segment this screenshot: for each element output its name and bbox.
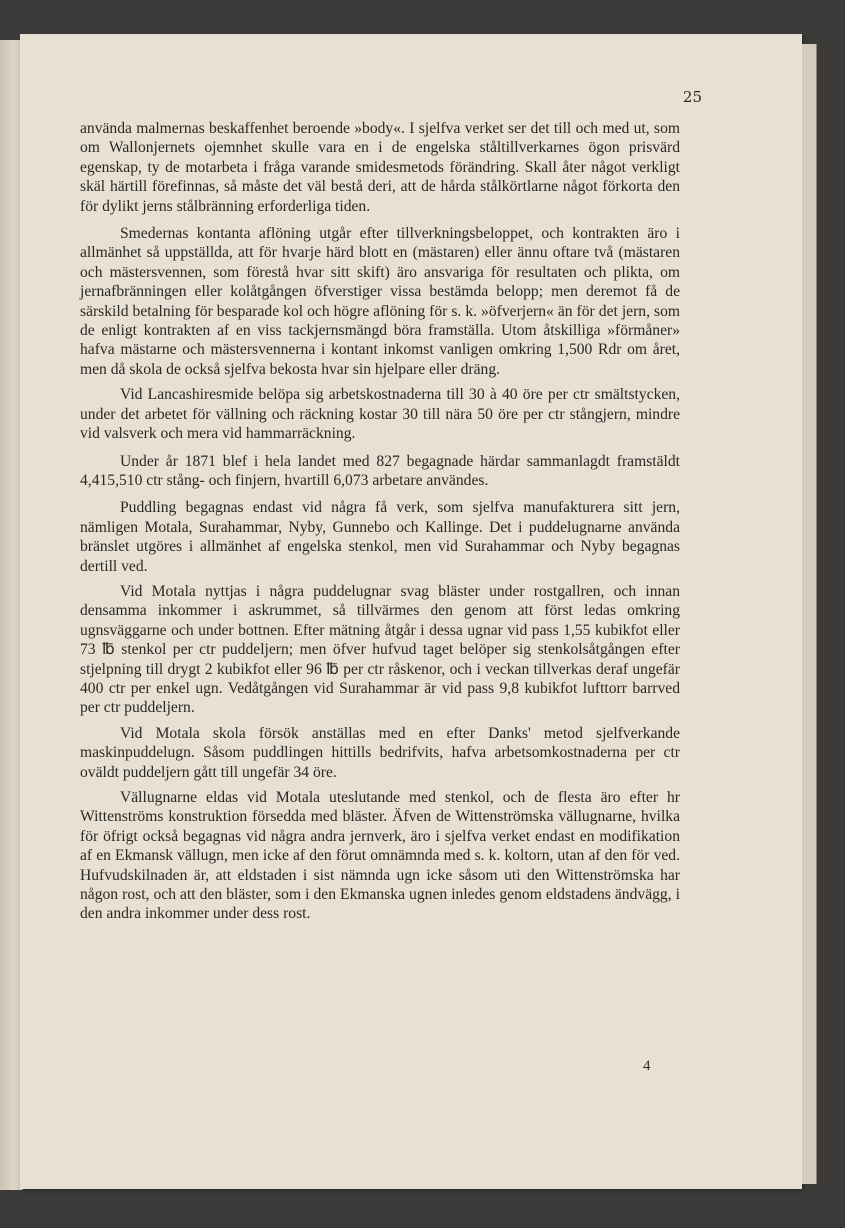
paragraph: Vällugnarne eldas vid Motala uteslutande med stenkol, och de flesta äro efter hr Wittenströms konstruktion försedda med bläster. Äfven de Wittenströmska vällugnarne, hvilka för öfrigt också begagnas vid några andra jernverk, äro i sjelfva verket endast en modifikation af en Ekmansk vällugn, men icke af den förut omnämnda med s. k. koltorn, utan af den för ved. Hufvudskilnaden är, att eldstaden i sist nämnda ugn icke såsom uti den Wittenströmska har någon rost, och att den bläster, som i den Ekmanska ugnen inledes genom eldstadens ändvägg, i den andra inkommer under dess rost. xyxy=(80,789,680,923)
paragraph: Smedernas kontanta aflöning utgår efter tillverkningsbeloppet, och kontrakten äro i allmänhet så uppställda, att för hvarje härd blott en (mästaren) eller ännu oftare två (mästaren och mästersvennen, som förestå hvar sitt skift) äro ansvariga för resultaten och plikta, om jernafbränningen eller kolåtgången öfverstiger vissa bestämda belopp; men deremot få de särskild betalning för besparade kol och högre aflöning för s. k. »öfverjern« än för det jern, som de enligt kontrakten af en viss tackjernsmängd böra framställa. Utom åtskilliga »förmåner» hafva mästarne och mästersvennerna i kontant inkomst vanligen omkring 1,500 Rdr om året, men då skola de också sjelfva bekosta hvar sin hjelpare eller dräng. xyxy=(80,225,680,378)
paragraph: Vid Motala nyttjas i några puddelugnar svag bläster under rostgallren, och innan densamma inkommer i askrummet, så tillvärmes den genom att först ledas omkring ugnsväggarne och under bottnen. Efter mätning åtgår i dessa ugnar vid pass 1,55 kubikfot eller 73 ℔ stenkol per ctr puddeljern; men öfver hufvud taget belöper sig stenkolsåtgången efter stjelpning till drygt 2 kubikfot eller 96 ℔ per ctr råskenor, och i veckan tillverkas deraf ungefär 400 ctr per enkel ugn. Vedåtgången vid Surahammar är vid pass 9,8 kubikfot lufttorr barrved per ctr puddeljern. xyxy=(80,582,680,717)
paragraph: Puddling begagnas endast vid några få verk, som sjelfva manufakturera sitt jern, nämligen Motala, Surahammar, Nyby, Gunnebo och Kallinge. Det i puddelugnarne använda bränslet utgöres i allmänhet af engelska stenkol, men vid Surahammar och Nyby begagnas dertill ved. xyxy=(80,499,680,575)
paragraph: använda malmernas beskaffenhet beroende »body«. I sjelfva verket ser det till och med ut, som om Wallonjernets ojemnhet skulle vara en i de engelska ståltillverkarnes ögon prisvärd egenskap, ty de motarbeta i fråga varande smidesmetods förändring. Skall åter något verkligt skäl härtill förefinnas, så måste det väl bestå deri, att de hårda stålkörtlarne något förkorta den för dylikt jerns stålbränning erforderliga tiden. xyxy=(80,120,680,215)
paragraph: Vid Motala skola försök anställas med en efter Danks' metod sjelfverkande maskinpuddelugn. Såsom puddlingen hittills bedrifvits, hafva arbetsomkostnaderna per ctr oväldt puddeljern gått till ungefär 34 öre. xyxy=(80,724,680,781)
signature-mark: 4 xyxy=(643,1058,651,1074)
body-text xyxy=(80,119,680,932)
paragraph: Vid Lancashiresmide belöpa sig arbetskostnaderna till 30 à 40 öre per ctr smältstycken, under det arbetet för vällning och räckning kostar 30 till nära 50 öre per ctr stångjern, mindre vid valsverk och mera vid hammarräckning. xyxy=(80,386,680,443)
page-number: 25 xyxy=(682,88,702,106)
paragraph: Under år 1871 blef i hela landet med 827 begagnade härdar sammanlagdt framstäldt 4,415,510 ctr stång- och finjern, hvartill 6,073 arbetare användes. xyxy=(80,452,680,489)
page-edges xyxy=(802,44,817,1184)
